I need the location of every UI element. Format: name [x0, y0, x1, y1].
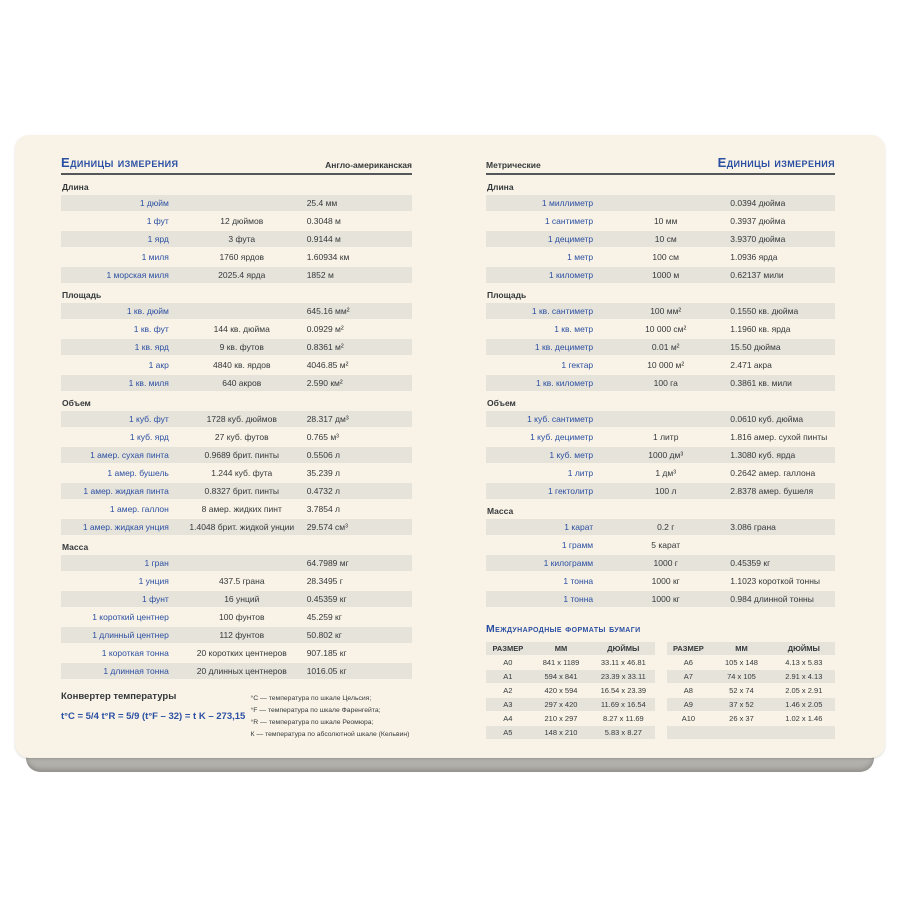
- value-cell: 0.984 длинной тонны: [730, 594, 814, 604]
- unit-cell: 1 миллиметр: [541, 198, 594, 208]
- paper-format-row: [667, 698, 836, 711]
- unit-cell: 1 километр: [548, 270, 594, 280]
- paper-size-cell: A8: [683, 686, 693, 695]
- equivalent-cell: 112 фунтов: [219, 630, 265, 640]
- equivalent-cell: 10 000 см²: [645, 324, 687, 334]
- system-label: Англо-американская: [325, 160, 412, 170]
- conversion-row: [486, 519, 835, 535]
- equivalent-cell: 0.01 м²: [651, 342, 680, 352]
- section-title: Объем: [62, 398, 91, 408]
- paper-inches-cell: 1.02 x 1.46: [785, 714, 823, 723]
- paper-mm-cell: 594 x 841: [544, 672, 578, 681]
- value-cell: 45.259 кг: [306, 612, 342, 622]
- paper-header-cell: ММ: [554, 644, 568, 653]
- temperature-formula: t°C = 5/4 t°R = 5/9 (t°F – 32) = t K – 273,15: [61, 711, 246, 722]
- temperature-converter: [61, 691, 412, 741]
- conversion-row: [61, 375, 412, 391]
- conversion-row: [486, 267, 835, 283]
- paper-format-row: [486, 698, 655, 711]
- value-cell: 0.3861 кв. мили: [730, 378, 792, 388]
- conversion-row: [61, 465, 412, 481]
- unit-cell: 1 кв. фут: [133, 324, 169, 334]
- paper-inches-cell: 2.05 x 2.91: [785, 686, 823, 695]
- value-cell: 0.2642 амер. галлона: [730, 468, 816, 478]
- paper-header-cell: РАЗМЕР: [492, 644, 524, 653]
- value-cell: 0.1550 кв. дюйма: [730, 306, 799, 316]
- value-cell: 1.1023 короткой тонны: [730, 576, 821, 586]
- paper-format-row: [486, 656, 655, 669]
- equivalent-cell: 144 кв. дюйма: [213, 324, 270, 334]
- unit-cell: 1 гран: [144, 558, 169, 568]
- paper-mm-cell: 26 x 37: [729, 714, 754, 723]
- unit-cell: 1 кв. сантиметр: [531, 306, 594, 316]
- paper-inches-cell: 16.54 x 23.39: [600, 686, 647, 695]
- value-cell: 2.8378 амер. бушеля: [730, 486, 814, 496]
- conversion-row: [61, 573, 412, 589]
- paper-header-cell: ММ: [735, 644, 748, 653]
- unit-cell: 1 амер. сухая пинта: [90, 450, 169, 460]
- unit-cell: 1 короткая тонна: [101, 648, 169, 658]
- paper-mm-cell: 841 x 1189: [542, 658, 580, 667]
- unit-cell: 1 куб. дециметр: [530, 432, 594, 442]
- section-title: Площадь: [487, 290, 527, 300]
- equivalent-cell: 1000 кг: [651, 576, 680, 586]
- paper-mm-cell: 148 x 210: [544, 728, 578, 737]
- value-cell: 2.590 км²: [306, 378, 343, 388]
- unit-cell: 1 короткий центнер: [92, 612, 169, 622]
- unit-cell: 1 кв. метр: [554, 324, 594, 334]
- unit-cell: 1 килограмм: [543, 558, 594, 568]
- value-cell: 645.16 мм²: [306, 306, 350, 316]
- paper-size-cell: A10: [681, 714, 696, 723]
- left-page-header: [61, 155, 412, 175]
- equivalent-cell: 1000 г: [653, 558, 678, 568]
- equivalent-cell: 9 кв. футов: [219, 342, 264, 352]
- equivalent-cell: 1 литр: [653, 432, 679, 442]
- paper-inches-cell: 4.13 x 5.83: [785, 658, 823, 667]
- value-cell: 35.239 л: [306, 468, 341, 478]
- value-cell: 1.816 амер. сухой пинты: [730, 432, 828, 442]
- section-title: Объем: [487, 398, 516, 408]
- paper-table-header: [667, 642, 836, 655]
- value-cell: 0.8361 м²: [306, 342, 344, 352]
- value-cell: 0.0610 куб. дюйма: [730, 414, 804, 424]
- paper-size-cell: [667, 726, 711, 739]
- value-cell: [730, 537, 835, 553]
- paper-inches-cell: 1.46 x 2.05: [785, 700, 823, 709]
- conversion-row: [486, 411, 835, 427]
- paper-mm-cell: [710, 726, 772, 739]
- equivalent-cell: 100 см: [652, 252, 680, 262]
- paper-header-cell: ДЮЙМЫ: [607, 644, 640, 653]
- paper-size-cell: A4: [503, 714, 513, 723]
- conversion-row: [486, 573, 835, 589]
- value-cell: 0.0929 м²: [306, 324, 344, 334]
- paper-inches-cell: 11.69 x 16.54: [600, 700, 646, 709]
- conversion-row: [61, 501, 412, 517]
- value-cell: 29.574 см³: [306, 522, 348, 532]
- notebook-spread: [15, 135, 885, 758]
- value-cell: 0.765 м³: [306, 432, 339, 442]
- paper-mm-cell: 210 x 297: [544, 714, 578, 723]
- unit-cell: 1 кв. дюйм: [126, 306, 169, 316]
- equivalent-cell: 10 000 м²: [647, 360, 685, 370]
- unit-cell: 1 куб. метр: [549, 450, 594, 460]
- paper-mm-cell: 420 x 594: [544, 686, 578, 695]
- unit-cell: 1 кв. миля: [128, 378, 169, 388]
- value-cell: 1016.05 кг: [306, 666, 347, 676]
- page-title: Единицы измерения: [717, 155, 835, 170]
- equivalent-cell: 20 длинных центнеров: [196, 666, 287, 676]
- equivalent-cell: [177, 303, 307, 319]
- equivalent-cell: 640 акров: [222, 378, 262, 388]
- conversion-row: [486, 339, 835, 355]
- unit-cell: 1 амер. бушель: [107, 468, 169, 478]
- conversion-row: [61, 591, 412, 607]
- unit-cell: 1 амер. жидкая пинта: [83, 486, 169, 496]
- value-cell: 50.802 кг: [306, 630, 342, 640]
- conversion-row: [61, 627, 412, 643]
- paper-size-cell: A5: [503, 728, 513, 737]
- conversion-row: [61, 303, 412, 319]
- conversion-row: [61, 249, 412, 265]
- conversion-row: [61, 429, 412, 445]
- paper-size-cell: A2: [503, 686, 513, 695]
- value-cell: 1.1960 кв. ярда: [730, 324, 791, 334]
- equivalent-cell: 1000 дм³: [648, 450, 684, 460]
- unit-cell: 1 фунт: [142, 594, 169, 604]
- paper-table-header: [486, 642, 655, 655]
- paper-size-cell: A6: [683, 658, 693, 667]
- conversion-row: [61, 483, 412, 499]
- unit-cell: 1 куб. ярд: [129, 432, 169, 442]
- conversion-row: [61, 447, 412, 463]
- value-cell: 15.50 дюйма: [730, 342, 781, 352]
- paper-table-a6-a10: [667, 642, 836, 740]
- unit-cell: 1 тонна: [563, 576, 594, 586]
- equivalent-cell: 0.9689 брит. пинты: [204, 450, 279, 460]
- equivalent-cell: 1000 кг: [651, 594, 680, 604]
- paper-size-cell: A7: [683, 672, 693, 681]
- temperature-left: [61, 691, 251, 741]
- right-page: [450, 135, 885, 758]
- unit-cell: 1 унция: [138, 576, 169, 586]
- equivalent-cell: 100 фунтов: [219, 612, 265, 622]
- equivalent-cell: 10 см: [654, 234, 677, 244]
- equivalent-cell: 2025.4 ярда: [218, 270, 266, 280]
- value-cell: 0.9144 м: [306, 234, 341, 244]
- equivalent-cell: 16 унций: [224, 594, 260, 604]
- unit-cell: 1 дециметр: [547, 234, 594, 244]
- paper-inches-cell: 8.27 x 11.69: [602, 714, 644, 723]
- equivalent-cell: 8 амер. жидких пинт: [201, 504, 282, 514]
- conversion-row: [61, 357, 412, 373]
- value-cell: 64.7989 мг: [306, 558, 349, 568]
- unit-cell: 1 гектар: [561, 360, 594, 370]
- unit-cell: 1 литр: [567, 468, 594, 478]
- equivalent-cell: [177, 195, 307, 211]
- temperature-heading: Конвертер температуры: [61, 691, 177, 702]
- value-cell: 1.3080 куб. ярда: [730, 450, 796, 460]
- paper-inches-cell: 23.39 x 33.11: [600, 672, 646, 681]
- paper-inches-cell: 2.91 x 4.13: [785, 672, 823, 681]
- value-cell: 0.5506 л: [306, 450, 341, 460]
- unit-cell: 1 кв. ярд: [134, 342, 169, 352]
- temperature-note-line: °R — температура по шкале Реомюра;: [250, 719, 374, 726]
- unit-cell: 1 амер. галлон: [109, 504, 169, 514]
- value-cell: 1.60934 км: [306, 252, 350, 262]
- conversion-row: [61, 645, 412, 661]
- conversion-row: [486, 375, 835, 391]
- equivalent-cell: 5 карат: [651, 540, 681, 550]
- unit-cell: 1 куб. фут: [128, 414, 169, 424]
- equivalent-cell: 20 коротких центнеров: [196, 648, 287, 658]
- unit-cell: 1 акр: [148, 360, 169, 370]
- value-cell: 3.086 грана: [730, 522, 776, 532]
- conversion-row: [486, 483, 835, 499]
- paper-size-cell: A0: [503, 658, 513, 667]
- equivalent-cell: 1760 ярдов: [219, 252, 265, 262]
- unit-cell: 1 дюйм: [139, 198, 169, 208]
- value-cell: 0.3048 м: [306, 216, 341, 226]
- temperature-note-line: °F — температура по шкале Фаренгейта;: [250, 707, 381, 714]
- equivalent-cell: 12 дюймов: [220, 216, 264, 226]
- value-cell: 4046.85 м²: [306, 360, 349, 370]
- paper-mm-cell: 74 x 105: [727, 672, 756, 681]
- unit-cell: 1 длинная тонна: [103, 666, 169, 676]
- value-cell: 28.317 дм³: [306, 414, 349, 424]
- paper-size-cell: A1: [503, 672, 513, 681]
- right-conversion-tables: [486, 182, 835, 607]
- unit-cell: 1 тонна: [563, 594, 594, 604]
- conversion-row: [61, 411, 412, 427]
- equivalent-cell: 1 дм³: [655, 468, 677, 478]
- equivalent-cell: [177, 555, 307, 571]
- value-cell: 0.4732 л: [306, 486, 341, 496]
- paper-inches-cell: 5.83 x 8.27: [604, 728, 642, 737]
- conversion-row: [486, 555, 835, 571]
- equivalent-cell: [601, 195, 730, 211]
- value-cell: 3.9370 дюйма: [730, 234, 786, 244]
- equivalent-cell: 10 мм: [653, 216, 678, 226]
- temperature-note-line: °C — температура по шкале Цельсия;: [250, 695, 372, 702]
- equivalent-cell: 437.5 грана: [218, 576, 265, 586]
- conversion-row: [486, 213, 835, 229]
- paper-formats-tables: [486, 642, 835, 740]
- value-cell: 0.62137 мили: [730, 270, 784, 280]
- paper-formats-heading: Международные форматы бумаги: [486, 623, 641, 635]
- equivalent-cell: 1.244 куб. фута: [211, 468, 273, 478]
- equivalent-cell: 1.4048 брит. жидкой унции: [189, 522, 295, 532]
- unit-cell: 1 карат: [564, 522, 594, 532]
- unit-cell: 1 гектолитр: [547, 486, 594, 496]
- paper-mm-cell: 37 x 52: [729, 700, 754, 709]
- unit-cell: 1 куб. сантиметр: [527, 414, 594, 424]
- conversion-row: [61, 231, 412, 247]
- paper-table-a0-a5: [486, 642, 655, 740]
- conversion-row: [486, 249, 835, 265]
- conversion-row: [61, 195, 412, 211]
- value-cell: 2.471 акра: [730, 360, 772, 370]
- equivalent-cell: [601, 411, 730, 427]
- paper-header-cell: ДЮЙМЫ: [787, 644, 820, 653]
- paper-mm-cell: 105 x 148: [724, 658, 758, 667]
- equivalent-cell: 1728 куб. дюймов: [206, 414, 277, 424]
- section-title: Длина: [487, 182, 514, 192]
- left-conversion-tables: [61, 182, 412, 679]
- paper-format-row: [486, 670, 655, 683]
- unit-cell: 1 длинный центнер: [92, 630, 169, 640]
- conversion-row: [61, 555, 412, 571]
- conversion-row: [61, 663, 412, 679]
- equivalent-cell: 27 куб. футов: [214, 432, 269, 442]
- paper-inches-cell: 33.11 x 46.81: [600, 658, 646, 667]
- left-page: [15, 135, 450, 758]
- equivalent-cell: 100 л: [654, 486, 677, 496]
- conversion-row: [61, 519, 412, 535]
- conversion-row: [486, 321, 835, 337]
- conversion-row: [486, 591, 835, 607]
- equivalent-cell: 100 мм²: [650, 306, 682, 316]
- section-title: Масса: [62, 542, 89, 552]
- conversion-row: [486, 303, 835, 319]
- value-cell: 28.3495 г: [306, 576, 343, 586]
- unit-cell: 1 кв. километр: [535, 378, 594, 388]
- conversion-row: [61, 267, 412, 283]
- paper-format-row: [667, 684, 836, 697]
- equivalent-cell: 100 га: [653, 378, 678, 388]
- conversion-row: [486, 429, 835, 445]
- paper-format-row: [667, 712, 836, 725]
- conversion-row: [486, 195, 835, 211]
- unit-cell: 1 метр: [567, 252, 594, 262]
- unit-cell: 1 морская миля: [106, 270, 169, 280]
- value-cell: 0.45359 кг: [730, 558, 771, 568]
- equivalent-cell: 0.2 г: [657, 522, 675, 532]
- paper-format-row: [667, 656, 836, 669]
- conversion-row: [61, 213, 412, 229]
- unit-cell: 1 сантиметр: [544, 216, 594, 226]
- value-cell: 0.0394 дюйма: [730, 198, 786, 208]
- paper-mm-cell: 297 x 420: [544, 700, 578, 709]
- unit-cell: 1 кв. дециметр: [534, 342, 594, 352]
- temperature-note-line: К — температура по абсолютной шкале (Кельвин): [250, 731, 410, 738]
- equivalent-cell: 0.8327 брит. пинты: [204, 486, 279, 496]
- conversion-row: [486, 447, 835, 463]
- paper-size-cell: A3: [503, 700, 513, 709]
- value-cell: 0.45359 кг: [306, 594, 347, 604]
- equivalent-cell: 3 фута: [228, 234, 256, 244]
- unit-cell: 1 миля: [141, 252, 169, 262]
- paper-format-row: [667, 670, 836, 683]
- value-cell: 25.4 мм: [306, 198, 338, 208]
- right-page-header: [486, 155, 835, 175]
- value-cell: 907.185 кг: [306, 648, 347, 658]
- unit-cell: 1 амер. жидкая унция: [82, 522, 169, 532]
- unit-cell: 1 грамм: [561, 540, 594, 550]
- conversion-row: [486, 231, 835, 247]
- conversion-row: [486, 537, 835, 553]
- conversion-row: [61, 339, 412, 355]
- conversion-row: [61, 321, 412, 337]
- paper-format-row: [486, 684, 655, 697]
- paper-format-row: [486, 712, 655, 725]
- unit-cell: 1 ярд: [147, 234, 169, 244]
- page-title: Единицы измерения: [61, 155, 179, 170]
- paper-header-cell: РАЗМЕР: [673, 644, 704, 653]
- paper-inches-cell: [773, 726, 835, 739]
- equivalent-cell: 4840 кв. ярдов: [212, 360, 271, 370]
- section-title: Длина: [62, 182, 89, 192]
- equivalent-cell: 1000 м: [652, 270, 680, 280]
- temperature-notes: [251, 691, 412, 741]
- value-cell: 1852 м: [306, 270, 334, 280]
- paper-format-row: [486, 726, 655, 739]
- conversion-row: [61, 609, 412, 625]
- value-cell: 0.3937 дюйма: [730, 216, 786, 226]
- section-title: Площадь: [62, 290, 102, 300]
- value-cell: 3.7854 л: [306, 504, 341, 514]
- section-title: Масса: [487, 506, 514, 516]
- conversion-row: [486, 357, 835, 373]
- paper-size-cell: A9: [683, 700, 693, 709]
- value-cell: 1.0936 ярда: [730, 252, 778, 262]
- paper-mm-cell: 52 x 74: [729, 686, 754, 695]
- unit-cell: 1 фут: [146, 216, 169, 226]
- paper-format-row: [667, 726, 836, 739]
- system-label: Метрические: [486, 160, 541, 170]
- conversion-row: [486, 465, 835, 481]
